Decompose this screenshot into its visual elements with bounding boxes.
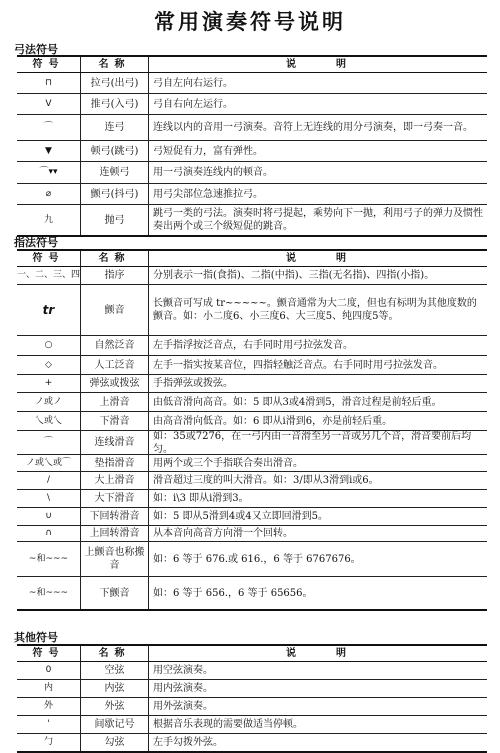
- symbol-cell: 外: [17, 698, 81, 715]
- name-cell: 推弓(入弓): [81, 94, 149, 114]
- name-cell: 连线滑音: [81, 431, 149, 454]
- table-row: [17, 162, 487, 184]
- symbol-cell: ~和~~~: [17, 542, 81, 576]
- symbol-cell: ノ或乀或⌒: [17, 455, 81, 471]
- table-row: [17, 542, 487, 577]
- name-cell: 上颤音也称搬音: [81, 542, 149, 576]
- header-symbol: 符号: [17, 57, 81, 72]
- symbol-cell: ◇: [17, 356, 81, 374]
- fingering-table: [17, 249, 487, 611]
- table-row: [17, 115, 487, 141]
- desc-cell: 如：35或7276，在一弓内由一音滑至另一音或另几个音，滑音要前后均匀。: [153, 431, 472, 454]
- symbol-cell: 内: [17, 680, 81, 697]
- name-cell: 间歇记号: [81, 716, 149, 733]
- other-table: [17, 644, 487, 753]
- name-cell: 外弦: [81, 698, 149, 715]
- symbol-cell: ○: [17, 336, 81, 355]
- desc-cell: 跳弓一类的弓法。演奏时将弓提起，乘势向下一抛，利用弓子的弹力及惯性奏出两个或三个级短促的跳音。: [153, 208, 483, 232]
- symbol-cell: V: [17, 94, 81, 114]
- table-row: [17, 356, 487, 375]
- header-symbol: 符号: [17, 251, 81, 266]
- name-cell: 空弦: [81, 662, 149, 679]
- name-cell: 拉弓(出弓): [81, 73, 149, 93]
- name-cell: 垫指滑音: [81, 455, 149, 471]
- symbol-cell: 九: [17, 205, 81, 235]
- table-row: [17, 662, 487, 680]
- desc-cell: 根据音乐表现的需要做适当停顿。: [153, 719, 303, 730]
- table-header: [17, 646, 487, 662]
- symbol-cell: ~和~~~: [17, 577, 81, 609]
- table-row: [17, 472, 487, 490]
- desc-cell: 用一弓演奏连线内的顿音。: [153, 167, 273, 178]
- name-cell: 下回转滑音: [81, 508, 149, 525]
- name-cell: 上回转滑音: [81, 526, 149, 541]
- symbol-cell: ▼: [17, 141, 81, 161]
- symbol-cell: ⌀: [17, 184, 81, 204]
- name-cell: 下颤音: [81, 577, 149, 609]
- symbol-cell: ⌒: [17, 431, 81, 454]
- symbol-cell: ⌒▾▾: [17, 162, 81, 183]
- symbol-cell: ノ或ノ: [17, 393, 81, 411]
- name-cell: 弹弦或拨弦: [81, 375, 149, 392]
- table-row: [17, 734, 487, 751]
- desc-cell: 用弓尖部位急速推拉弓。: [153, 188, 263, 200]
- desc-cell: 长颤音可写成 tr~~~~~。颤音通常为大二度，但也有标明为其他度数的颤音。如：小二度6、小三度6、大三度5、纯四度5等。: [153, 298, 477, 322]
- header-desc: 说明: [286, 253, 386, 264]
- name-cell: 上滑音: [81, 393, 149, 411]
- header-symbol: 符号: [17, 646, 81, 661]
- table-row: [17, 267, 487, 285]
- table-row: [17, 412, 487, 431]
- symbol-cell: 乀或乀: [17, 412, 81, 430]
- name-cell: 指序: [81, 267, 149, 284]
- desc-cell: 左手指浮按泛音点，右手同时用弓拉弦发音。: [153, 340, 353, 351]
- desc-cell: 弓短促有力，富有弹性。: [153, 145, 263, 157]
- table-header: [17, 251, 487, 267]
- desc-cell: 左手一指实按某音位，四指轻触泛音点。右手同时用弓拉弦发音。: [153, 359, 443, 371]
- desc-cell: 如：6 等于 676.或 616.，6 等于 6767676。: [153, 553, 361, 565]
- desc-cell: 从本音向高音方向滑一个回转。: [153, 528, 293, 539]
- table-row: [17, 490, 487, 508]
- table-row: [17, 393, 487, 412]
- name-cell: 人工泛音: [81, 356, 149, 374]
- header-desc: 说明: [286, 59, 386, 70]
- name-cell: 自然泛音: [81, 336, 149, 355]
- name-cell: 大上滑音: [81, 472, 149, 489]
- symbol-cell: +: [17, 375, 81, 392]
- table-row: [17, 577, 487, 609]
- section-label-fingering: 指法符号: [14, 236, 58, 249]
- name-cell: 大下滑音: [81, 490, 149, 507]
- table-row: [17, 698, 487, 716]
- desc-cell: 由低音滑向高音。如：5 即从3或4滑到5，滑音过程是前轻后重。: [153, 396, 442, 408]
- symbol-cell: ∪: [17, 508, 81, 525]
- table-row: [17, 184, 487, 205]
- table-row: [17, 141, 487, 162]
- desc-cell: 用空弦演奏。: [153, 665, 213, 676]
- desc-cell: 手指弹弦或拨弦。: [153, 378, 233, 389]
- table-row: [17, 205, 487, 235]
- symbol-cell: \: [17, 490, 81, 507]
- header-name: 名称: [81, 251, 149, 266]
- symbol-cell: ∩: [17, 526, 81, 541]
- desc-cell: 连线以内的音用一弓演奏。音符上无连线的用分弓演奏，即一弓奏一音。: [153, 122, 473, 133]
- name-cell: 连弓: [81, 115, 149, 140]
- section-label-bowing: 弓法符号: [14, 43, 58, 56]
- desc-cell: 分别表示一指(食指)、二指(中指)、三指(无名指)、四指(小指)。: [153, 270, 435, 281]
- desc-cell: 如：6 等于 656.，6 等于 65656。: [153, 587, 313, 599]
- desc-cell: 弓自右向左运行。: [153, 98, 233, 110]
- desc-cell: 用两个或三个手指联合奏出滑音。: [153, 457, 303, 469]
- name-cell: 抛弓: [81, 205, 149, 235]
- symbol-cell: /: [17, 472, 81, 489]
- name-cell: 连顿弓: [81, 162, 149, 183]
- section-label-other: 其他符号: [14, 631, 58, 644]
- table-row: [17, 285, 487, 336]
- bowing-table: [17, 55, 487, 237]
- header-name: 名称: [81, 57, 149, 72]
- table-row: [17, 336, 487, 356]
- name-cell: 顿弓(跳弓): [81, 141, 149, 161]
- desc-cell: 由高音滑向低音。如：6 即从i滑到6，亦是前轻后重。: [153, 415, 393, 427]
- symbol-cell: 一、二、三、四: [17, 267, 81, 284]
- desc-cell: 如：5 即从5滑到4或4又立即回滑到5。: [153, 511, 328, 522]
- symbol-cell: ⊓: [17, 73, 81, 93]
- desc-cell: 如：i\3 即从i滑到3。: [153, 493, 249, 504]
- name-cell: 颤弓(抖弓): [81, 184, 149, 204]
- table-row: [17, 526, 487, 542]
- name-cell: 勾弦: [81, 734, 149, 751]
- desc-cell: 滑音超过三度的叫大滑音。如：3/即从3滑到i或6。: [153, 475, 379, 486]
- table-row: [17, 431, 487, 455]
- symbol-cell: tr: [17, 285, 81, 335]
- symbol-cell: 0: [17, 662, 81, 679]
- table-row: [17, 508, 487, 526]
- symbol-cell: 勹: [17, 734, 81, 751]
- desc-cell: 左手勾拨外弦。: [153, 737, 223, 748]
- name-cell: 内弦: [81, 680, 149, 697]
- symbol-cell: ': [17, 716, 81, 733]
- symbol-cell: ⌒: [17, 115, 81, 140]
- page-title: 常用演奏符号说明: [154, 9, 346, 34]
- name-cell: 下滑音: [81, 412, 149, 430]
- table-header: [17, 57, 487, 73]
- table-row: [17, 455, 487, 472]
- desc-cell: 弓自左向右运行。: [153, 77, 233, 89]
- table-row: [17, 680, 487, 698]
- table-row: [17, 94, 487, 115]
- header-desc: 说明: [286, 648, 386, 659]
- desc-cell: 用内弦演奏。: [153, 683, 213, 694]
- table-row: [17, 716, 487, 734]
- header-name: 名称: [81, 646, 149, 661]
- table-row: [17, 375, 487, 393]
- desc-cell: 用外弦演奏。: [153, 701, 213, 712]
- name-cell: 颤音: [81, 285, 149, 335]
- table-row: [17, 73, 487, 94]
